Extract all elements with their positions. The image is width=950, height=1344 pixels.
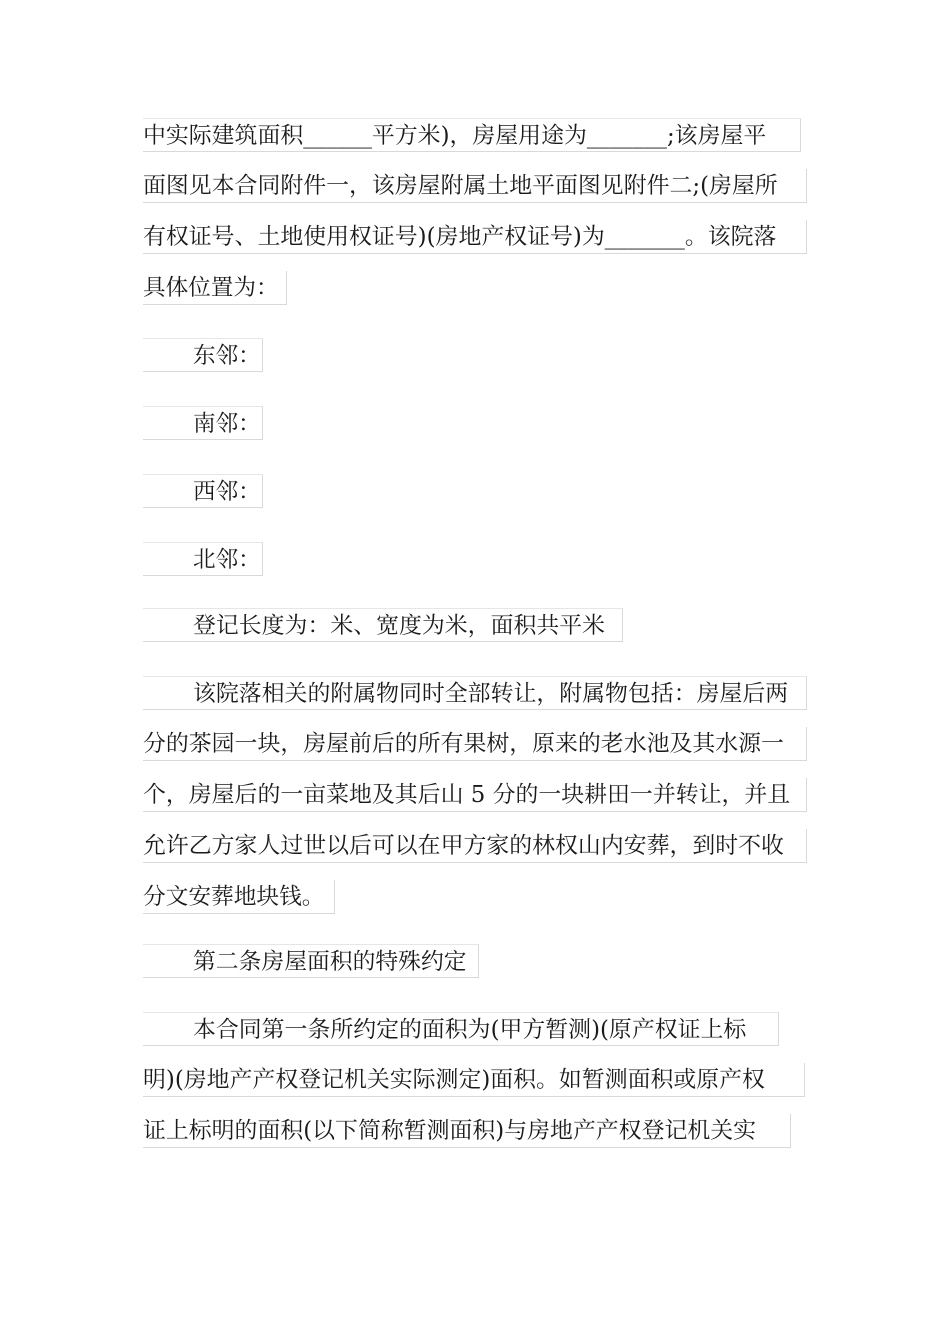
text-line: 中实际建筑面积______平方米)，房屋用途为_______;该房屋平 [143, 118, 801, 152]
text-line-content: 该院落相关的附属物同时全部转让，附属物包括：房屋后两 [193, 681, 789, 707]
text-line [143, 542, 263, 576]
text-line [143, 338, 263, 372]
text-line [143, 944, 479, 978]
text-line: 分的茶园一块，房屋前后的所有果树，原来的老水池及其水源一 [143, 727, 807, 761]
text-line: 允许乙方家人过世以后可以在甲方家的林权山内安葬，到时不收 [143, 829, 807, 863]
text-line [143, 474, 263, 508]
text-line-content: 西邻： [193, 479, 261, 505]
paragraph-east-neighbor [143, 338, 263, 372]
text-line [143, 1012, 779, 1046]
text-line-content: 东邻： [193, 343, 261, 369]
section-heading-article-2 [143, 944, 479, 978]
text-line: 分文安葬地块钱。 [143, 880, 335, 914]
text-line: 具体位置为： [143, 271, 287, 305]
text-line [143, 608, 623, 642]
text-line-content: 登记长度为：米、宽度为米，面积共平米 [193, 613, 606, 639]
text-line-content: 北邻： [193, 547, 261, 573]
text-line: 有权证号、土地使用权证号)(房地产权证号)为_______。该院落 [143, 220, 807, 254]
text-line: 证上标明的面积(以下简称暂测面积)与房地产产权登记机关实 [143, 1114, 791, 1148]
text-line-content: 本合同第一条所约定的面积为(甲方暂测)(原产权证上标 [193, 1017, 747, 1043]
text-line [143, 406, 263, 440]
text-line [143, 676, 807, 710]
paragraph-area-agreement [143, 1012, 805, 1148]
paragraph-west-neighbor [143, 474, 263, 508]
paragraph-north-neighbor [143, 542, 263, 576]
text-line: 面图见本合同附件一，该房屋附属土地平面图见附件二;(房屋所 [143, 169, 807, 203]
text-line-content: 南邻： [193, 411, 261, 437]
paragraph-registered-size [143, 608, 623, 642]
paragraph-property-details [143, 118, 807, 305]
text-line-content: 第二条房屋面积的特殊约定 [193, 949, 467, 975]
text-line: 个，房屋后的一亩菜地及其后山 5 分的一块耕田一并转让，并且 [143, 778, 807, 812]
paragraph-south-neighbor [143, 406, 263, 440]
paragraph-attachments [143, 676, 807, 914]
text-line: 明)(房地产产权登记机关实际测定)面积。如暂测面积或原产权 [143, 1063, 805, 1097]
